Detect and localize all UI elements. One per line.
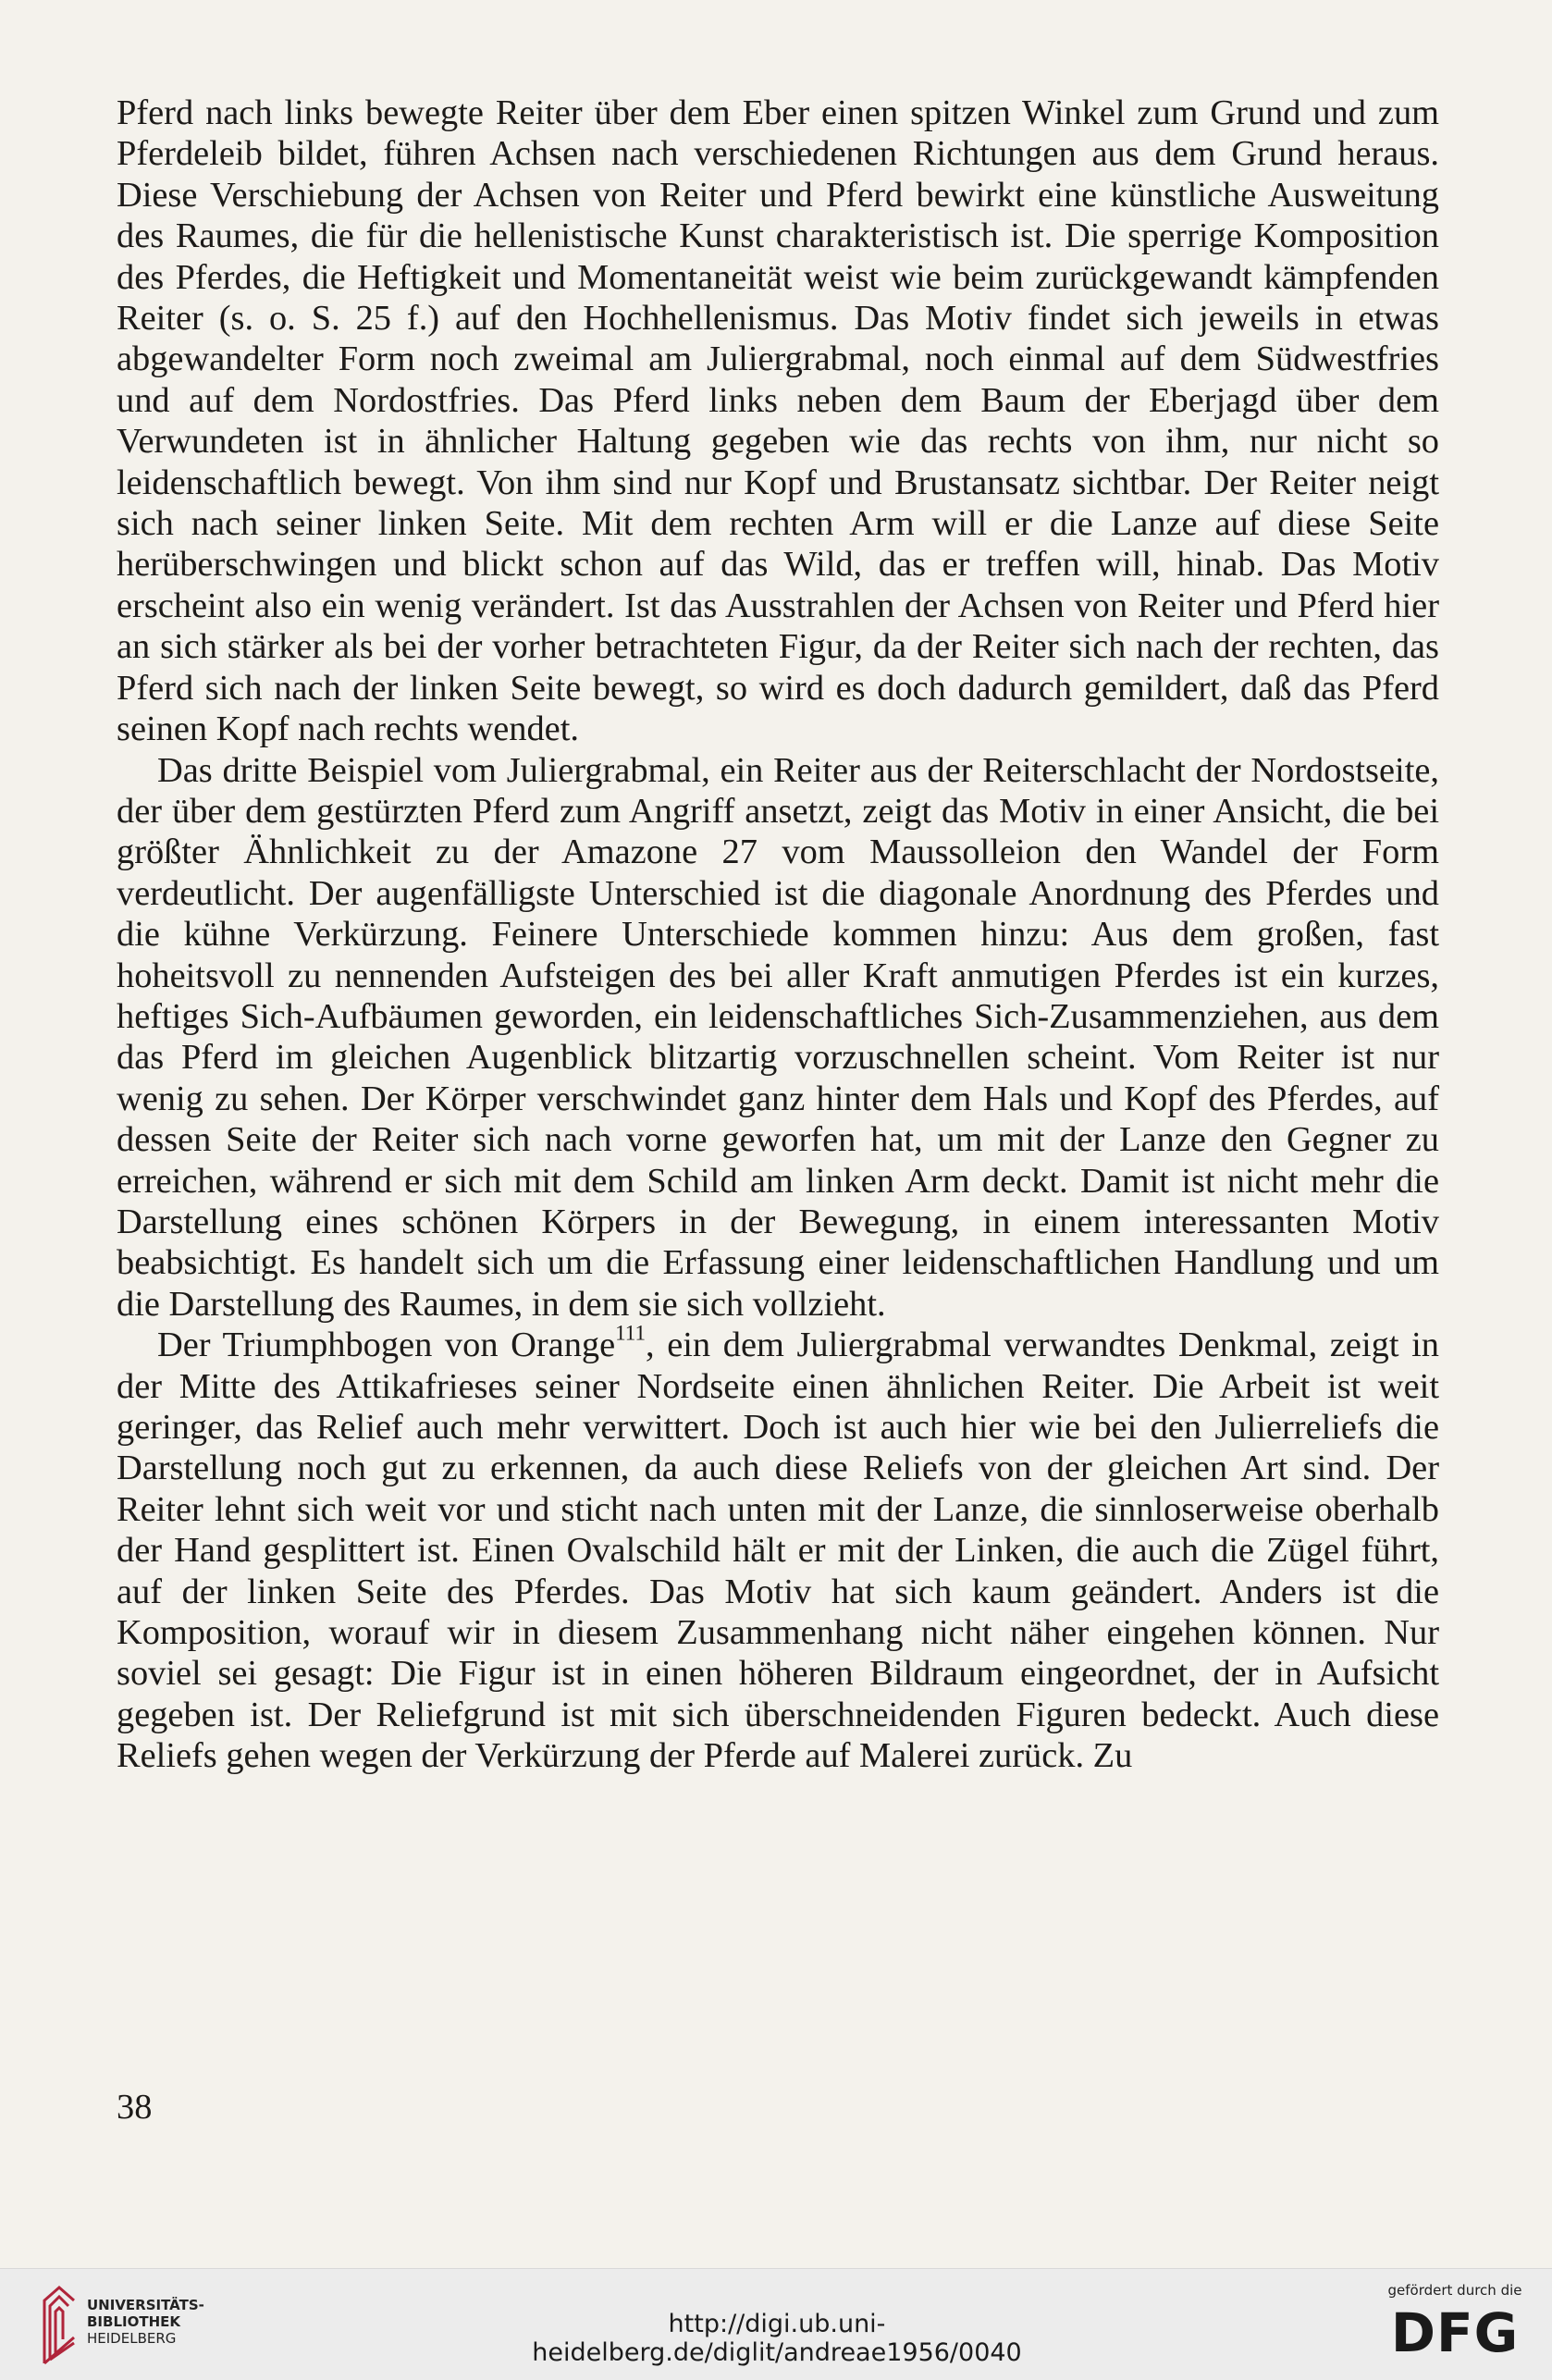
funder-block bbox=[1376, 2282, 1534, 2362]
paragraph-3 bbox=[117, 1320, 1439, 1776]
paragraph-3-start: Der Triumphbogen von Orange bbox=[157, 1326, 616, 1365]
body-text bbox=[117, 92, 1439, 1777]
library-name-line-2: BIBLIOTHEK bbox=[87, 2313, 180, 2330]
paragraph-1: Pferd nach links bewegte Reiter über dem Eber einen spitzen Winkel zum Grund und zum Pferdeleib bildet, führen Achsen nach verschiedenen Richtungen aus dem Grund heraus. Diese Verschiebung der Achsen von Reiter und Pferd bewirkt eine künstliche Ausweitung des Raumes, die für die hellenistische Kunst charakteristisch ist. Die sperrige Komposition des Pferdes, die Heftigkeit und Momentaneität weist wie beim zurückgewandt kämpfenden Reiter (s. o. S. 25 f.) auf den Hochhellenismus. Das Motiv findet sich jeweils in etwas abgewandelter Form noch zweimal am Juliergrabmal, noch einmal auf dem Südwestfries und auf dem Nordostfries. Das Pferd links neben dem Baum der Eberjagd über dem Verwundeten ist in ähnlicher Haltung gegeben wie das rechts von ihm, nur nicht so leidenschaftlich bewegt. Von ihm sind nur Kopf und Brustansatz sichtbar. Der Reiter neigt sich nach seiner linken Seite. Mit dem rechten Arm will er die Lanze auf diese Seite herüberschwingen und blickt schon auf das Wild, das er treffen will, hinab. Das Motiv erscheint also ein wenig verändert. Ist das Ausstrahlen der Achsen von Reiter und Pferd hier an sich stärker als bei der vorher betrachteten Figur, da der Reiter sich nach der rechten, das Pferd sich nach der linken Seite bewegt, so wird es doch dadurch gemildert, daß das Pferd seinen Kopf nach rechts wendet. bbox=[117, 93, 1439, 749]
paragraph-3-rest: , ein dem Juliergrabmal verwandtes Denkmal, zeigt in der Mitte des Attikafrieses seiner Nordseite einen ähnlichen Reiter. Die Arbeit ist weit geringer, das Relief auch mehr verwittert. Doch ist auch hier wie bei den Julierreliefs die Darstellung noch gut zu erkennen, da auch diese Reliefs von der gleichen Art sind. Der Reiter lehnt sich weit vor und sticht nach unten mit der Lanze, die sinnloserweise oberhalb der Hand gesplittert ist. Einen Ovalschild hält er mit der Linken, die auch die Zügel führt, auf der linken Seite des Pferdes. Das Motiv hat sich kaum geändert. Anders ist die Komposition, worauf wir in diesem Zusammenhang nicht näher eingehen können. Nur soviel sei gesagt: Die Figur ist in einen höheren Bildraum eingeordnet, der in Aufsicht gegeben ist. Der Reliefgrund ist mit sich überschneidenden Figuren bedeckt. Auch diese Reliefs gehen wegen der Verkürzung der Pferde auf Malerei zurück. Zu bbox=[117, 1326, 1439, 1776]
page-number: 38 bbox=[117, 2088, 153, 2127]
library-name-line-1: UNIVERSITÄTS- bbox=[87, 2297, 204, 2313]
dfg-logo: DFG bbox=[1390, 2301, 1520, 2364]
university-library-logo-icon bbox=[39, 2282, 80, 2367]
funded-by-label: gefördert durch die bbox=[1387, 2282, 1522, 2299]
footnote-marker[interactable]: 111 bbox=[615, 1320, 646, 1345]
permalink-url[interactable]: http://digi.ub.uni-heidelberg.de/diglit/andreae1956/0040 bbox=[532, 2310, 1022, 2367]
library-name-line-3: HEIDELBERG bbox=[87, 2330, 177, 2347]
university-library-name bbox=[87, 2297, 204, 2347]
paragraph-2: Das dritte Beispiel vom Juliergrabmal, ein Reiter aus der Reiterschlacht der Nordostseite, der über dem gestürzten Pferd zum Angriff ansetzt, zeigt das Motiv in einer Ansicht, die bei größter Ähnlichkeit zu der Amazone 27 vom Maussolleion den Wandel der Form verdeutlicht. Der augenfälligste Unterschied ist die diagonale Anordnung des Pferdes und die kühne Verkürzung. Feinere Unterschiede kommen hinzu: Aus dem großen, fast hoheitsvoll zu nennenden Aufsteigen des bei aller Kraft anmutigen Pferdes ist ein kurzes, heftiges Sich-Aufbäumen geworden, ein leidenschaftliches Sich-Zusammenziehen, aus dem das Pferd im gleichen Augenblick blitzartig vorzuschnellen scheint. Vom Reiter ist nur wenig zu sehen. Der Körper verschwindet ganz hinter dem Hals und Kopf des Pferdes, auf dessen Seite der Reiter sich nach vorne geworfen hat, um mit der Lanze den Gegner zu erreichen, während er sich mit dem Schild am linken Arm deckt. Damit ist nicht mehr die Darstellung eines schönen Körpers in der Bewegung, in einem interessanten Motiv beabsichtigt. Es handelt sich um die Erfassung einer leidenschaftlichen Handlung und um die Darstellung des Raumes, in dem sie sich vollzieht. bbox=[117, 750, 1439, 1324]
digitization-footer bbox=[0, 2268, 1552, 2380]
